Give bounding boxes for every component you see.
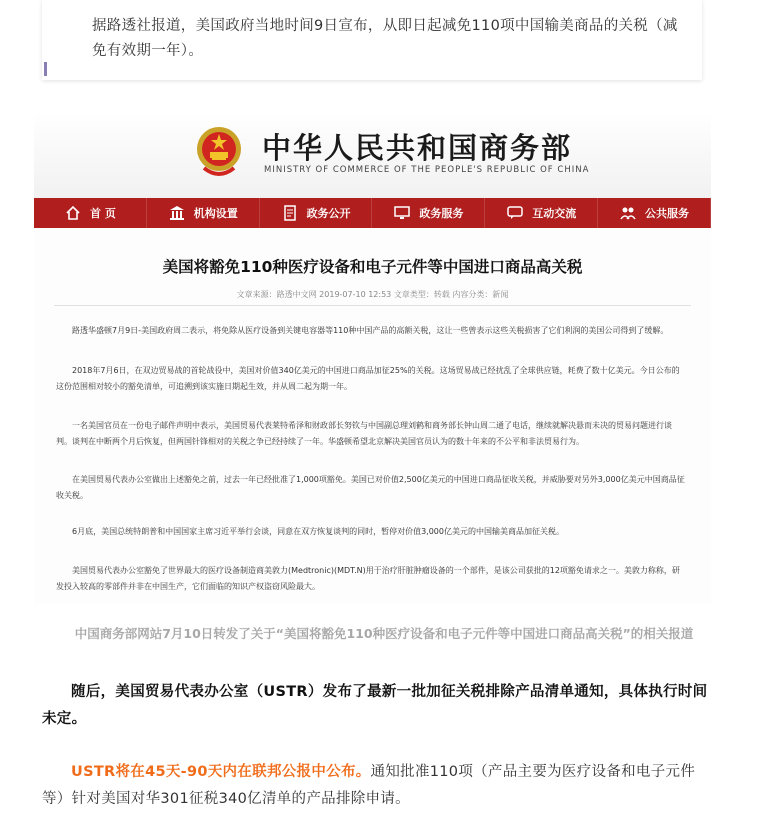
article-paragraph: 2018年7月6日，在双边贸易战的首轮战役中，美国对价值340亿美元的中国进口商品加征25%的关税。这场贸易战已经扰乱了全球供应链，耗费了数十亿美元。今日公布的这份范围相对较小的豁免清单，可追溯到该实施日期起生效，并从周二起为期一年。 xyxy=(56,366,680,391)
users-icon xyxy=(619,204,637,222)
bold-paragraph: 随后，美国贸易代表办公室（USTR）发布了最新一批加征关税排除产品清单通知，具体执行时间未定。 xyxy=(42,684,708,727)
nav-item-home[interactable] xyxy=(34,198,147,228)
quote-bar xyxy=(44,62,47,76)
nav-item-organization[interactable] xyxy=(147,198,260,228)
image-caption: 中国商务部网站7月10日转发了关于“美国将豁免110种医疗设备和电子元件等中国进口商品高关税”的相关报道 xyxy=(74,626,694,641)
final-paragraph xyxy=(42,759,712,813)
ministry-header xyxy=(34,112,711,198)
article-paragraph: 6月底，美国总统特朗普和中国国家主席习近平举行会谈，同意在双方恢复谈判的同时，暂停对价值3,000亿美元的中国输美商品加征关税。 xyxy=(72,527,564,536)
embedded-screenshot xyxy=(34,112,711,604)
nav-label: 首 页 xyxy=(89,207,116,220)
article-paragraph: 在美国贸易代表办公室做出上述豁免之前，过去一年已经批准了1,000项豁免。美国已对价值2,500亿美元的中国进口商品征收关税，并威胁要对另外3,000亿美元中国商品征收关税。 xyxy=(56,475,685,500)
ministry-name-english: MINISTRY OF COMMERCE OF THE PEOPLE'S REPUBLIC OF CHINA xyxy=(264,165,590,175)
ministry-name: 中华人民共和国商务部 xyxy=(262,131,573,165)
nav-label: 公共服务 xyxy=(645,207,690,220)
paragraph-text: 通知批准110项（产品主要为医疗设备和电子元件等）针对美国对华301征税340亿清单的产品排除申请。 xyxy=(42,764,696,807)
divider xyxy=(54,305,691,306)
article-paragraph: 一名美国官员在一份电子邮件声明中表示，美国贸易代表莱特希泽和财政部长努钦与中国副总理刘鹤和商务部长钟山周二通了电话，继续就解决悬而未决的贸易问题进行谈判。谈判在中断两个月后恢复，但两国针锋相对的关税之争已经持续了一年。华盛顿希望北京解决美国官员认为的数十年来的不公平和非法贸易行为。 xyxy=(56,421,672,446)
nav-item-public-services[interactable] xyxy=(598,198,711,228)
nav-item-government-affairs[interactable] xyxy=(260,198,373,228)
monitor-icon xyxy=(393,204,411,222)
nav-item-interaction[interactable] xyxy=(485,198,598,228)
home-icon xyxy=(64,204,82,222)
main-nav xyxy=(34,198,711,228)
chat-icon xyxy=(506,204,524,222)
nav-label: 互动交流 xyxy=(532,207,577,220)
nav-label: 政务服务 xyxy=(419,207,464,220)
highlight-text: USTR将在45天-90天内在联邦公报中公布。 xyxy=(71,764,371,780)
intro-paragraph: 据路透社报道，美国政府当地时间9日宣布，从即日起减免110项中国输美商品的关税（减免有效期一年）。 xyxy=(92,18,678,59)
nav-label: 政务公开 xyxy=(306,207,351,220)
document-icon xyxy=(281,204,299,222)
building-icon xyxy=(168,204,186,222)
article-meta: 文章来源：路透中文网 2019-07-10 12:53 文章类型：转载 内容分类：新闻 xyxy=(236,290,509,299)
national-emblem-icon xyxy=(194,124,244,180)
article-paragraph: 路透华盛顿7月9日-美国政府周二表示，将免除从医疗设备到关键电容器等110种中国产品的高额关税，这让一些曾表示这些关税损害了它们利润的美国公司得到了缓解。 xyxy=(72,326,669,335)
nav-label: 机构设置 xyxy=(193,207,238,220)
article-paragraph: 美国贸易代表办公室豁免了世界最大的医疗设备制造商美敦力(Medtronic)(MDT.N)用于治疗肝脏肿瘤设备的一个部件，是该公司获批的12项豁免请求之一。美敦力称称，研发投入较高的零部件并非在中国生产，它们面临的知识产权盗窃风险最大。 xyxy=(56,566,680,591)
nav-item-services[interactable] xyxy=(372,198,485,228)
article-title: 美国将豁免110种医疗设备和电子元件等中国进口商品高关税 xyxy=(162,258,583,276)
